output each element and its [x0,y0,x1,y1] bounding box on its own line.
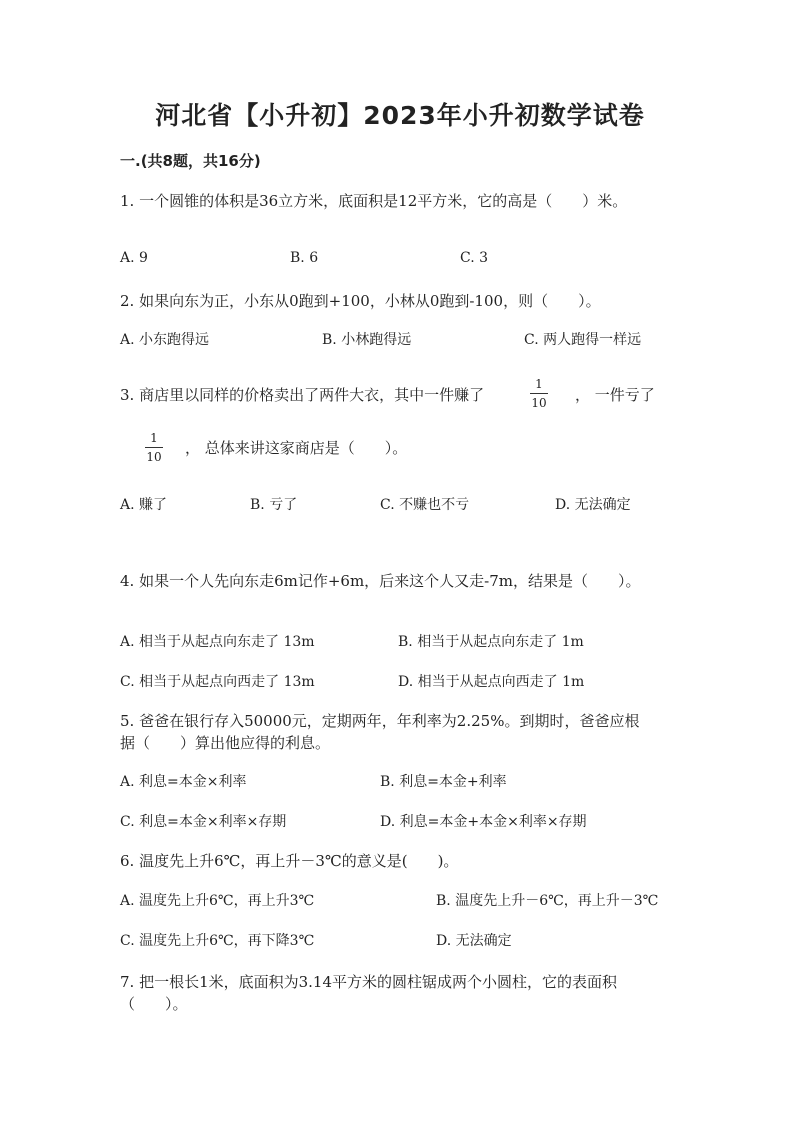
question-6: 6. 温度先上升6℃，再上升－3℃的意义是( )。 [120,852,459,870]
q3-option-b[interactable]: B. 亏了 [250,497,298,513]
fraction-2-numerator: 1 [150,431,158,445]
q3-option-a[interactable]: A. 赚了 [120,497,168,513]
fraction-1-numerator: 1 [535,377,543,391]
q3-option-c[interactable]: C. 不赚也不亏 [380,497,470,513]
q5-option-c[interactable]: C. 利息=本金×利率×存期 [120,814,287,830]
question-1: 1. 一个圆锥的体积是36立方米，底面积是12平方米，它的高是（ ）米。 [120,192,628,210]
fraction-1-denominator: 10 [531,396,547,410]
q2-option-c[interactable]: C. 两人跑得一样远 [524,332,642,348]
question-4: 4. 如果一个人先向东走6m记作+6m，后来这个人又走-7m，结果是（ ）。 [120,572,641,590]
q1-option-b[interactable]: B. 6 [290,250,319,266]
q2-option-a[interactable]: A. 小东跑得远 [120,332,210,348]
question-3-line-1-end: ， 一件亏了 [575,386,655,404]
question-7-line-1: 7. 把一根长1米，底面积为3.14平方米的圆柱锯成两个小圆柱，它的表面积 [120,973,618,991]
q4-option-b[interactable]: B. 相当于从起点向东走了 1m [398,634,584,650]
fraction-2-denominator: 10 [146,450,162,464]
q2-option-b[interactable]: B. 小林跑得远 [322,332,412,348]
question-2: 2. 如果向东为正，小东从0跑到+100，小林从0跑到-100，则（ ）。 [120,292,601,310]
q6-option-c[interactable]: C. 温度先上升6℃，再下降3℃ [120,933,315,949]
q5-option-d[interactable]: D. 利息=本金+本金×利率×存期 [380,814,587,830]
fraction-1 [530,377,548,410]
question-7-line-2: （ ）。 [120,995,188,1013]
q6-option-b[interactable]: B. 温度先上升－6℃，再上升－3℃ [436,893,659,909]
q3-option-d[interactable]: D. 无法确定 [555,497,631,513]
q1-option-c[interactable]: C. 3 [460,250,489,266]
q5-option-b[interactable]: B. 利息=本金+利率 [380,774,507,790]
question-3-line-2: ， 总体来讲这家商店是（ ）。 [185,439,408,457]
q6-option-d[interactable]: D. 无法确定 [436,933,512,949]
q4-option-d[interactable]: D. 相当于从起点向西走了 1m [398,674,585,690]
q5-option-a[interactable]: A. 利息=本金×利率 [120,774,247,790]
q4-option-c[interactable]: C. 相当于从起点向西走了 13m [120,674,315,690]
q1-option-a[interactable]: A. 9 [120,250,148,266]
page-title: 河北省【小升初】2023年小升初数学试卷 [155,101,645,130]
question-5-line-1: 5. 爸爸在银行存入50000元，定期两年，年利率为2.25%。到期时，爸爸应根 [120,712,640,730]
question-5-line-2: 据（ ）算出他应得的利息。 [120,734,331,752]
question-3-line-1: 3. 商店里以同样的价格卖出了两件大衣，其中一件赚了 [120,386,485,404]
q4-option-a[interactable]: A. 相当于从起点向东走了 13m [120,634,315,650]
section-header: 一.(共8题，共16分) [120,152,261,170]
fraction-2 [145,431,163,464]
fraction-1-bar [530,393,548,394]
q6-option-a[interactable]: A. 温度先上升6℃，再上升3℃ [120,893,315,909]
fraction-2-bar [145,447,163,448]
